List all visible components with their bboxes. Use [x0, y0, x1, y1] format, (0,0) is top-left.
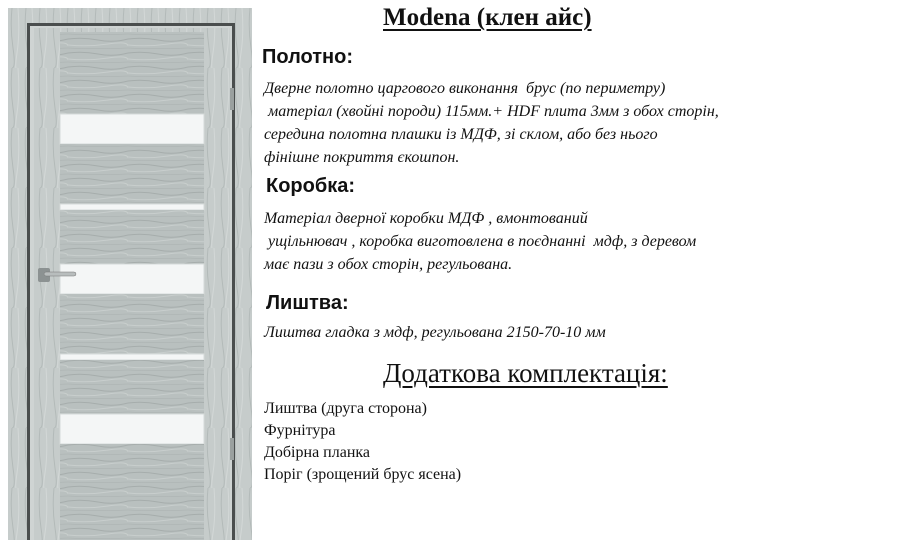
door-hinge: [230, 88, 234, 110]
list-item: Фурнітура: [264, 422, 336, 439]
trim-description: [264, 321, 606, 344]
blade-line: середина полотна плашки із МДФ, зі склом, або без нього: [264, 126, 658, 143]
extras-list: [264, 398, 461, 486]
trim-heading: Лиштва:: [266, 292, 349, 314]
page-title: Modena (клен айс): [383, 4, 592, 31]
door-image: [8, 8, 252, 540]
door-glass: [60, 354, 204, 360]
list-item: Добірна планка: [264, 444, 371, 461]
blade-heading: Полотно:: [262, 46, 354, 68]
door-panel: [60, 444, 204, 540]
door-glass: [60, 414, 204, 444]
frame-description: [264, 207, 696, 276]
extras-heading: Додаткова комплектація:: [383, 358, 668, 388]
door-panel: [60, 32, 204, 114]
frame-line: Матеріал дверної коробки МДФ , вмонтований: [264, 210, 588, 227]
door-panel: [60, 144, 204, 204]
blade-line: Дверне полотно царгового виконання брус (по периметру): [264, 80, 666, 97]
door-glass: [60, 264, 204, 294]
frame-line: ущільнювач , коробка виготовлена в поєднанні мдф, з деревом: [264, 233, 697, 250]
door-handle: [44, 272, 76, 276]
list-item: Поріг (зрощений брус ясена): [264, 466, 462, 483]
frame-heading: Коробка:: [266, 175, 356, 197]
door-hinge: [230, 438, 234, 460]
door-panel: [60, 360, 204, 414]
blade-line: фінішне покриття єкошпон.: [264, 149, 460, 166]
door-panel: [60, 210, 204, 264]
door-panel: [60, 294, 204, 354]
blade-line: матеріал (хвойні породи) 115мм.+ HDF плита 3мм з обох сторін,: [264, 103, 719, 120]
blade-description: [264, 77, 719, 169]
door-glass: [60, 204, 204, 210]
list-item: Лиштва (друга сторона): [264, 400, 427, 417]
door-glass: [60, 114, 204, 144]
frame-line: має пази з обох сторін, регульована.: [264, 256, 513, 273]
trim-line: Лиштва гладка з мдф, регульована 2150-70-10 мм: [264, 324, 606, 341]
door-illustration: [8, 8, 252, 540]
